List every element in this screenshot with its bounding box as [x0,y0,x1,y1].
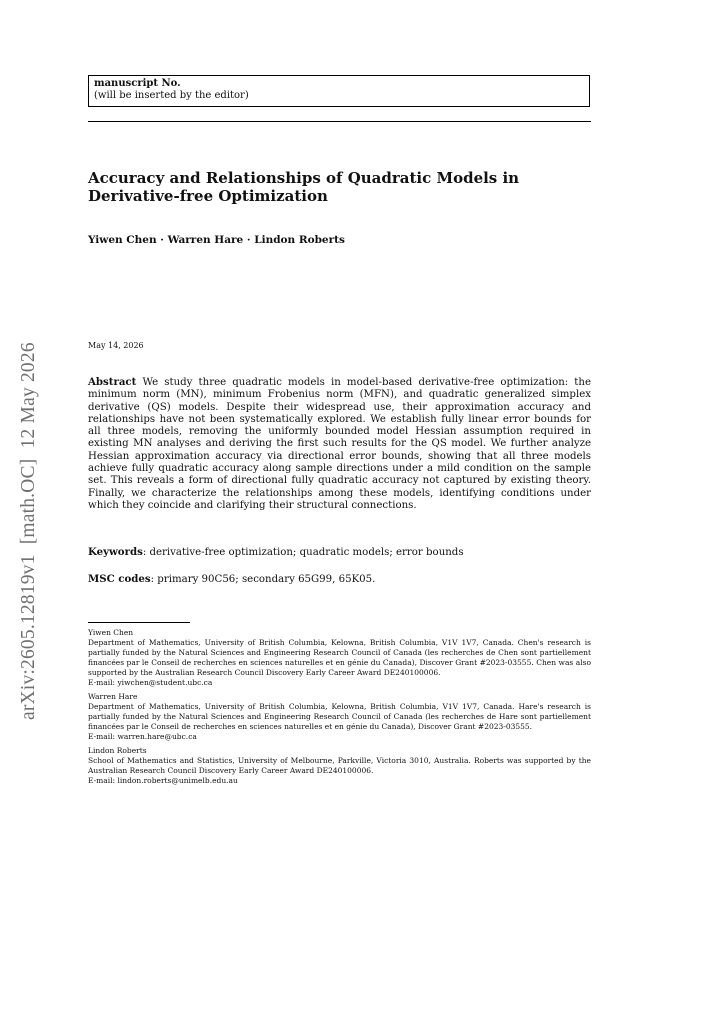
footnote-affiliation: Department of Mathematics, University of British Columbia, Kelowna, British Columbia, V1V 1V7, Canada. Chen's research is partially funded by the Natural Sciences and Engineering Research Council of Canada (les recherches de Chen sont partiellement financées par le Conseil de recherches en sciences naturelles et en génie du Canada), Discover Grant #2023-03555. Chen was also supported by the Australian Research Council Discovery Early Career Award DE240100006. [88,638,591,677]
abstract [88,376,591,512]
header-rule [88,121,591,122]
manuscript-number-label: manuscript No. [94,78,181,89]
footnote-email: E-mail: lindon.roberts@unimelb.edu.au [88,776,238,785]
footnote-affiliation: Department of Mathematics, University of British Columbia, Kelowna, British Columbia, V1V 1V7, Canada. Hare's research is partially funded by the Natural Sciences and Engineering Research Council of Canada (les recherches de Hare sont partiellement financées par le Conseil de recherches en sciences naturelles et en génie du Canada), Discover Grant #2023-03555. [88,702,591,731]
footnote-author-1 [88,628,591,688]
paper-title: Accuracy and Relationships of Quadratic Models in Derivative-free Optimization [88,169,520,205]
msc-text: : primary 90C56; secondary 65G99, 65K05. [150,574,376,585]
footnotes [88,628,591,790]
abstract-text: We study three quadratic models in model-based derivative-free optimization: the minimum norm (MN), minimum Frobenius norm (MFN), and quadratic generalized simplex derivative (QS) models. Despite their widespread use, their approximation accuracy and relationships have not been systematically explored. We establish fully linear error bounds for all three models, removing the uniformly bounded model Hessian assumption required in existing MN analyses and deriving the first such results for the QS model. We further analyze Hessian approximation accuracy via directional error bounds, showing that all three models achieve fully quadratic accuracy along sample directions under a mild condition on the sample set. This reveals a form of directional fully quadratic accuracy not captured by existing theory. Finally, we characterize the relationships among these models, identifying conditions under which they coincide and clarifying their structural connections. [88,377,591,511]
keywords-label: Keywords [88,546,143,558]
keywords [88,546,591,559]
keywords-text: : derivative-free optimization; quadratic models; error bounds [142,547,464,558]
footnote-name: Warren Hare [88,692,138,701]
abstract-label: Abstract [88,376,137,388]
footnote-name: Lindon Roberts [88,746,147,755]
editor-box [88,75,590,107]
msc-label: MSC codes [88,573,151,585]
paper-date: May 14, 2026 [88,341,144,350]
footnote-author-3 [88,746,591,786]
footnote-author-2 [88,692,591,742]
editor-note: (will be inserted by the editor) [94,90,249,101]
footnote-rule [88,622,190,623]
msc-codes [88,573,591,586]
arxiv-stamp: arXiv:2605.12819v1 [math.OC] 12 May 2026 [18,342,39,720]
footnote-name: Yiwen Chen [88,628,134,637]
footnote-email: E-mail: yiwchen@student.ubc.ca [88,678,213,687]
author-list: Yiwen Chen · Warren Hare · Lindon Roberts [88,234,345,246]
footnote-affiliation: School of Mathematics and Statistics, University of Melbourne, Parkville, Victoria 3010, Australia. Roberts was supported by the Australian Research Council Discovery Early Career Award DE240100006. [88,756,591,775]
footnote-email: E-mail: warren.hare@ubc.ca [88,732,197,741]
